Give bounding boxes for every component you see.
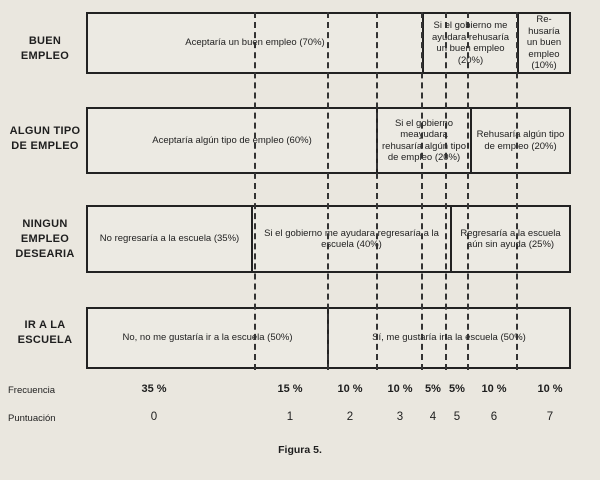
row-label-ir-a-la-escuela: IR A LA ESCUELA [17,319,73,346]
segment-accept-good-job: Aceptaría un buen empleo (70%) [88,14,424,72]
score-value: 6 [490,411,498,423]
row-box-algun-tipo-de-empleo [86,107,571,174]
row-box-ir-a-la-escuela [86,307,571,369]
frequency-value: 10 % [337,383,363,395]
segment-refuse-good-job-with-help: Si el gobierno me ayudara rehusaría un buen empleo (20%) [424,14,519,72]
score-value: 1 [286,411,294,423]
score-value: 3 [396,411,404,423]
score-value: 5 [453,411,461,423]
segment-like-school: Sí, me gustaría ir a la escuela (50%) [372,332,526,344]
segment-not-like-school: No, no me gustaría ir a la escuela (50%) [88,309,329,367]
row-label-ningun-empleo: NINGUN EMPLEO DESEARIA [15,218,75,260]
score-value: 7 [546,411,554,423]
segment-refuse-good-job: Re-husaría un buen empleo (10%) [526,14,562,72]
frequency-value: 10 % [387,383,413,395]
row-label-algun-tipo-de-empleo: ALGUN TIPO DE EMPLEO [9,125,81,152]
segment-return-school-without-help: Regresaría a la escuela aún sin ayuda (25%) [460,227,561,250]
score-value: 4 [429,411,437,423]
row-label-buen-empleo: BUEN EMPLEO [20,35,70,62]
frequency-value: 35 % [141,383,167,395]
segment-not-return-school: No regresaría a la escuela (35%) [88,207,253,271]
frequency-value: 5% [449,383,465,395]
score-label: Puntuación [8,413,56,424]
segment-refuse-any-job: Rehusaría algún tipo de empleo (20%) [476,129,565,152]
row-box-ningun-empleo [86,205,571,273]
score-value: 2 [346,411,354,423]
frequency-value: 10 % [481,383,507,395]
segment-accept-any-job: Aceptaría algún tipo de empleo (60%) [88,109,378,172]
segment-return-school-with-help: Si el gobierno me ayudara regresaría a la escuela (40%) [253,207,452,271]
frequency-value: 10 % [537,383,563,395]
score-value: 0 [150,411,158,423]
row-box-buen-empleo [86,12,571,74]
frequency-label: Frecuencia [8,385,55,396]
segment-refuse-any-job-with-help: Si el gobierno meayudara rehusaría algún tipo de empleo (20%) [378,109,472,172]
frequency-value: 5% [425,383,441,395]
figure-caption: Figura 5. [278,444,322,456]
frequency-value: 15 % [277,383,303,395]
